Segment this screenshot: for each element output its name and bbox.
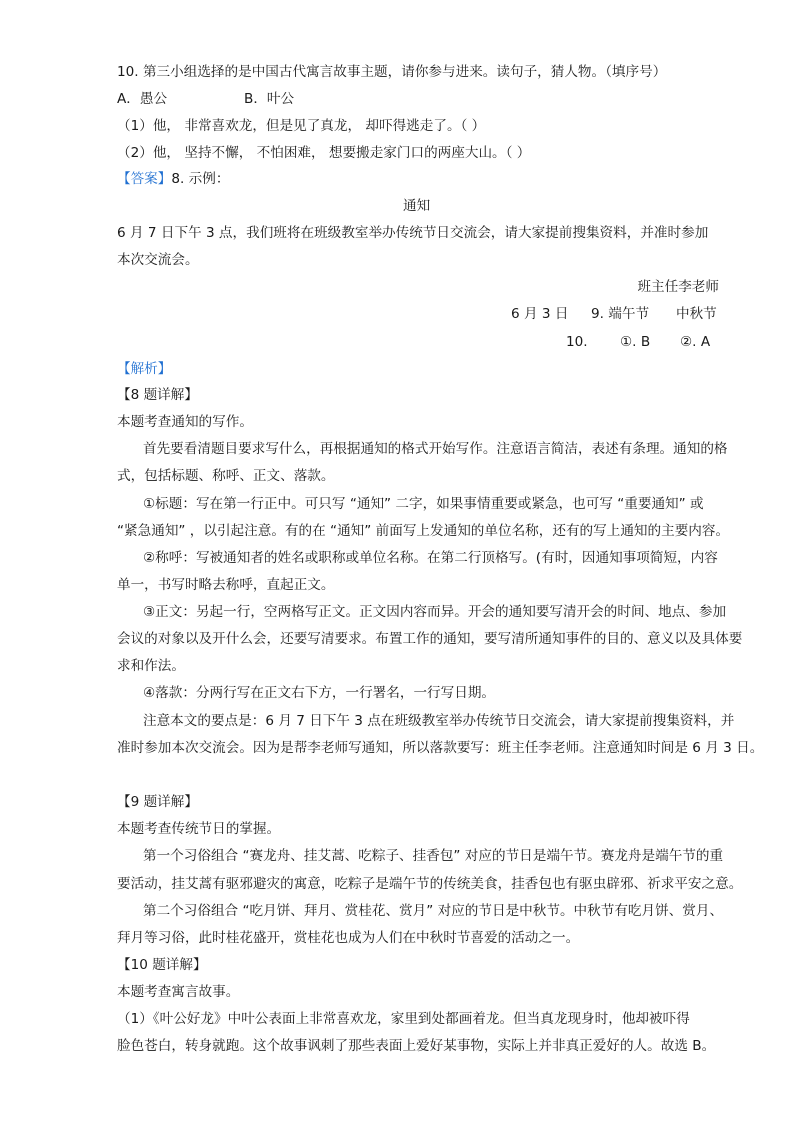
q9-line-1: 本题考查传统节日的掌握。 — [117, 821, 281, 837]
notice-body-2: 本次交流会。 — [117, 252, 199, 268]
q8-line-2: 首先要看清题目要求写什么，再根据通知的格式开始写作。注意语言简洁，表述有条理。通知的格 — [143, 441, 728, 457]
answer-text: 8. 示例： — [171, 171, 230, 187]
option-b: B．叶公 — [244, 91, 295, 107]
q8-line-1: 本题考查通知的写作。 — [117, 414, 253, 430]
q8-line-8: ③正文：另起一行，空两格写正文。正文因内容而异。开会的通知要写清开会的时间、地点、参加 — [143, 604, 727, 620]
notice-body-1: 6 月 7 日下午 3 点，我们班将在班级教室举办传统节日交流会，请大家提前搜集资料，并准时参加 — [117, 225, 709, 241]
q9-answer-2: 中秋节 — [676, 306, 717, 322]
q10-line-1: 本题考查寓言故事。 — [117, 984, 240, 1000]
q10-answer-1: ①. B — [620, 334, 651, 350]
question-10-stem: 10. 第三小组选择的是中国古代寓言故事主题，请你参与进来。读句子，猜人物。（填序号） — [117, 64, 667, 80]
q8-line-5: “紧急通知” ，以引起注意。有的在 “通知” 前面写上发通知的单位名称，还有的写上通知的主要内容。 — [117, 523, 730, 539]
q8-line-9: 会议的对象以及开什么会，还要写清要求。布置工作的通知，要写清所通知事件的目的、意义以及具体要 — [117, 631, 743, 647]
q10-heading: 【10 题详解】 — [117, 957, 207, 973]
answer-tag: 【答案】 — [117, 171, 172, 187]
q9-line-5: 拜月等习俗，此时桂花盛开，赏桂花也成为人们在中秋时节喜爱的活动之一。 — [117, 930, 580, 946]
q10-answer-label: 10. — [566, 334, 588, 350]
q9-line-2: 第一个习俗组合 “赛龙舟、挂艾蒿、吃粽子、挂香包” 对应的节日是端午节。赛龙舟是端午节的重 — [143, 848, 724, 864]
q8-line-11: ④落款：分两行写在正文右下方，一行署名，一行写日期。 — [143, 685, 496, 701]
q8-line-7: 单一，书写时略去称呼，直起正文。 — [117, 577, 335, 593]
notice-title: 通知 — [403, 198, 431, 214]
answer-row-date-q9 — [0, 304, 794, 324]
notice-date: 6 月 3 日 — [511, 306, 569, 322]
q8-line-10: 求和作法。 — [117, 658, 185, 674]
q9-heading: 【9 题详解】 — [117, 794, 198, 810]
sentence-2: （2）他， 坚持不懈， 不怕困难， 想要搬走家门口的两座大山。（ ） — [117, 145, 531, 161]
q10-answer-2: ②. A — [680, 334, 711, 350]
q8-heading: 【8 题详解】 — [117, 387, 198, 403]
q10-line-2: （1）《叶公好龙》中叶公表面上非常喜欢龙，家里到处都画着龙。但当真龙现身时，他却被吓得 — [117, 1011, 690, 1027]
q8-line-12: 注意本文的要点是：6 月 7 日下午 3 点在班级教室举办传统节日交流会，请大家提前搜集资料，并 — [143, 713, 735, 729]
sentence-1: （1）他， 非常喜欢龙，但是见了真龙， 却吓得逃走了。（ ） — [117, 118, 486, 134]
analysis-tag: 【解析】 — [117, 361, 172, 377]
q9-answer-1: 9. 端午节 — [591, 306, 650, 322]
q8-line-3: 式，包括标题、称呼、正文、落款。 — [117, 468, 335, 484]
q8-line-4: ①标题：写在第一行正中。可只写 “通知” 二字，如果事情重要或紧急，也可写 “重要通知” 或 — [143, 496, 704, 512]
q9-line-4: 第二个习俗组合 “吃月饼、拜月、赏桂花、赏月” 对应的节日是中秋节。中秋节有吃月饼、赏月、 — [143, 903, 724, 919]
answer-row-q10 — [0, 332, 794, 352]
option-a: A．愚公 — [117, 91, 168, 107]
answer-line — [117, 169, 229, 189]
q8-line-6: ②称呼：写被通知者的姓名或职称或单位名称。在第二行顶格写。(有时，因通知事项简短，内容 — [143, 550, 718, 566]
q8-line-13: 准时参加本次交流会。因为是帮李老师写通知，所以落款要写：班主任李老师。注意通知时间是 6 月 3 日。 — [117, 740, 764, 756]
q9-line-3: 要活动，挂艾蒿有驱邪避灾的寓意，吃粽子是端午节的传统美食，挂香包也有驱虫辟邪、祈求平安之意。 — [117, 876, 743, 892]
notice-signature: 班主任李老师 — [637, 279, 719, 295]
q10-line-3: 脸色苍白，转身就跑。这个故事讽刺了那些表面上爱好某事物，实际上并非真正爱好的人。故选 B。 — [117, 1038, 716, 1054]
